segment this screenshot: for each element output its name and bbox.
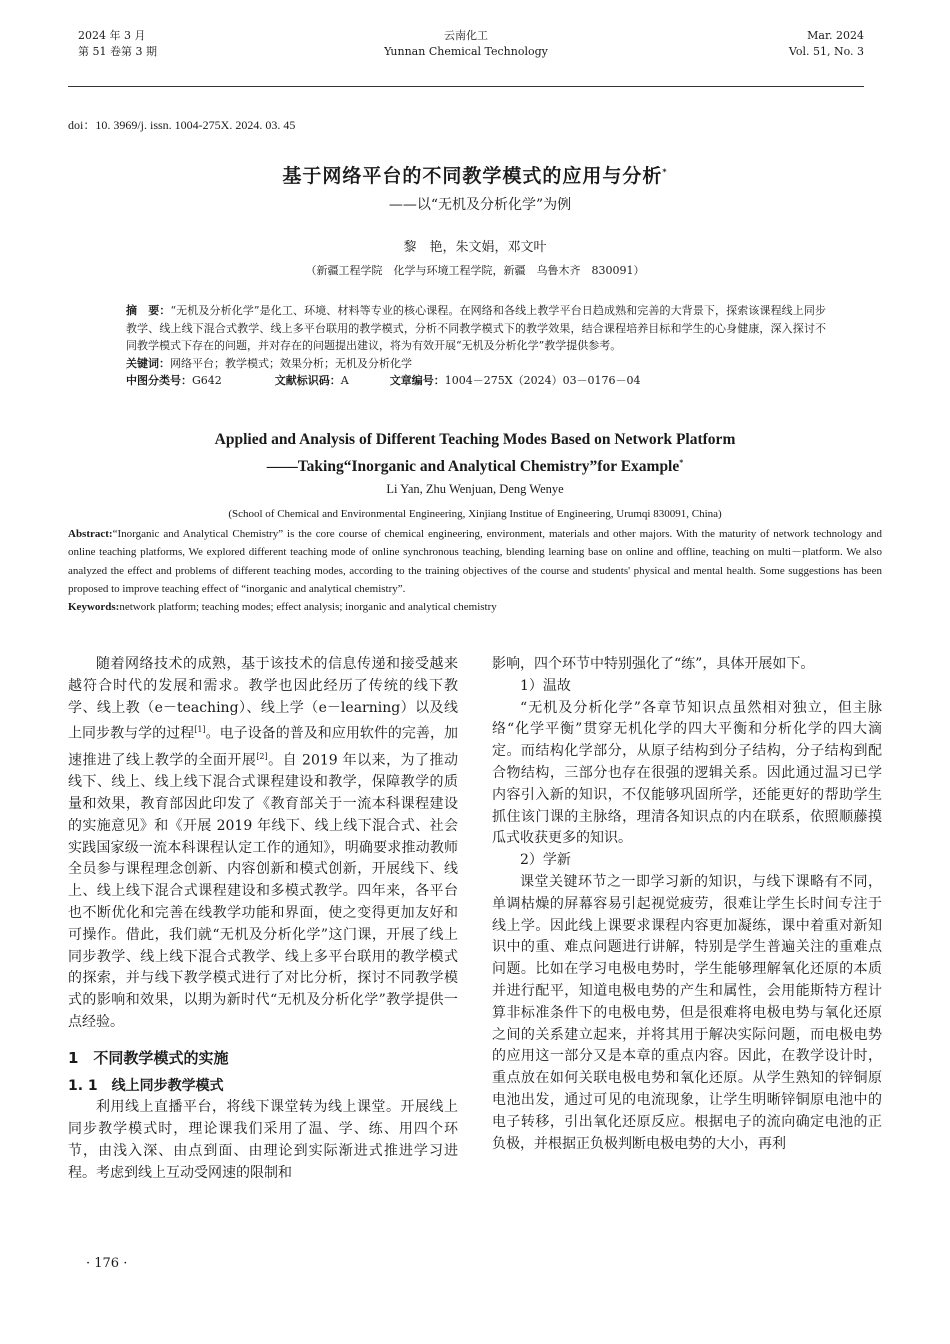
clc-label: 中图分类号： [126, 374, 192, 387]
doi: doi：10. 3969/j. issn. 1004-275X. 2024. 03. 45 [68, 118, 296, 132]
subheading-learn-new: 2）学新 [520, 852, 571, 869]
body-column-left [68, 654, 458, 1185]
journal-name-en: Yunnan Chemical Technology [384, 45, 548, 58]
keywords-cn-label: 关键词： [126, 356, 170, 370]
title-en-line1: Applied and Analysis of Different Teaching Modes Based on Network Platform [214, 431, 736, 448]
abstract-cn-body [126, 302, 826, 355]
title-cn-text: 基于网络平台的不同教学模式的应用与分析 [282, 165, 663, 187]
keywords-cn-text: 网络平台；教学模式；效果分析；无机及分析化学 [170, 356, 412, 370]
title-en-line2: ——Taking“Inorganic and Analytical Chemistry”for Example [266, 458, 680, 476]
doc-code-label: 文献标识码： [274, 374, 341, 387]
keywords-en-label: Keywords: [68, 601, 120, 614]
article-number-value: 1004－275X（2024）03－0176－04 [444, 374, 641, 387]
paragraph-review: “无机及分析化学”各章节知识点虽然相对独立，但主脉络“化学平衡”贯穿无机化学的四大平衡和分析化学的四大滴定。而结构化学部分，从原子结构到分子结构，分子结构到配合物结构，三部分也存在很强的逻辑关系。因此通过温习已学内容引入新的知识，不仅能够巩固所学，还能更好的帮助学生抓住该门课的主脉络，理清各知识点的内在联系，依照顺藤摸瓜式收获更多的知识。 [492, 699, 882, 847]
title-cn [0, 161, 950, 188]
title-en-footnote-mark: * [679, 458, 684, 467]
abstract-en-body [68, 525, 882, 598]
abstract-cn [126, 302, 826, 390]
paragraph-continued: 影响，四个环节中特别强化了“练”，具体开展如下。 [492, 656, 815, 672]
authors-cn: 黎 艳，朱文娟，邓文叶 [403, 240, 547, 255]
abstract-en [68, 525, 882, 616]
affiliation-en: (School of Chemical and Environmental Engineering, Xinjiang Institue of Engineering, Urumqi 830091, China) [228, 508, 722, 520]
section-heading-1-1: 1. 1 线上同步教学模式 [68, 1077, 224, 1094]
abstract-cn-text: “无机及分析化学”是化工、环境、材料等专业的核心课程。在网络和各线上教学平台日趋成熟和完善的大背景下，探索该课程线上同步教学、线上线下混合式教学、线上多平台联用的教学模式，分析不同教学模式下的教学效果，结合课程培养目标和学生的心身健康，深入探讨不同教学模式下存在的问题，并对存在的问题提出建议，将为有效开展“无机及分析化学”教学提供参考。 [126, 304, 827, 352]
citation-1: [1] [194, 725, 206, 735]
abstract-en-label: Abstract: [68, 528, 113, 540]
affiliation-cn: （新疆工程学院 化学与环境工程学院，新疆 乌鲁木齐 830091） [305, 264, 645, 277]
intro-text-1: 随着网络技术的成熟，基于该技术的信息传递和接受越来越符合时代的发展和需求。教学也因此经历了传统的线下教学、线上教（e－teaching）、线上学（e－learning）以及线上同步教与学的过程 [68, 656, 458, 743]
header-issue-en [789, 28, 864, 60]
title-footnote-mark: * [662, 167, 668, 177]
header-date-en: Mar. 2024 [807, 29, 864, 42]
section-heading-1: 1 不同教学模式的实施 [68, 1048, 229, 1067]
header-volume-en: Vol. 51, No. 3 [788, 45, 864, 58]
journal-name-cn: 云南化工 [444, 29, 488, 42]
subtitle-cn: ——以“无机及分析化学”为例 [388, 197, 572, 213]
running-header [68, 28, 864, 87]
keywords-cn [126, 355, 826, 373]
intro-text-3: 。自 2019 年以来，为了推动线下、线上、线上线下混合式课程建设和教学，保障教学的质量和效果，教育部因此印发了《教育部关于一流本科课程建设的实施意见》和《开展 2019 年线下、线上线下混合式、社会实践国家级一流本科课程认定工作的通知》，明确要求推动教师全员参与课程理念创新、内容创新和模式创新，开展线下、线上、线上线下混合式课程建设和多模式教学。四年来，各平台也不断优化和完善在线教学功能和界面，使之变得更加友好和可操作。借此，我们就“无机及分析化学”这门课，开展了线上同步教学、线上线下混合式教学、线上多平台联用的教学模式的探索，并与线下教学模式进行了对比分析，探讨不同教学模式的影响和效果，以期为新时代“无机及分析化学”教学提供一点经验。 [68, 752, 459, 1031]
page-number: · 176 · [86, 1256, 128, 1271]
intro-text-2: 。电子设备的普及和应用软件的完善，加速推进了线上教学的全面开展 [68, 726, 458, 769]
doc-code-value: A [340, 374, 349, 387]
body-column-right [492, 654, 882, 1155]
title-en-line2-wrap [0, 451, 950, 478]
abstract-en-text: “Inorganic and Analytical Chemistry” is the core course of chemical engineering, environment, materials and other majors. With the maturity of network technology and online teaching platforms, We explored different teaching mode of online synchronous teaching, blending learning base on online and offline, teaching on multi－platform. We also analyzed the effect and problems of different teaching modes, according to the training objectives of the course and students' physical and mental health. Some suggestions has been proposed to improve teaching effect of “inorganic and analytical chemistry”. [68, 528, 882, 595]
abstract-cn-label: 摘 要： [126, 304, 171, 317]
keywords-en [68, 598, 882, 616]
header-date-cn: 2024 年 3 月 [78, 29, 146, 42]
paragraph-learn-new: 课堂关键环节之一即学习新的知识，与线下课略有不同，单调枯燥的屏幕容易引起视觉疲劳，很难让学生长时间专注于线上学。因此线上课要求课程内容更加凝练，课中着重对新知识中的重、难点问题进行讲解，特别是学生普遍关注的重难点问题。比如在学习电极电势时，学生能够理解氧化还原的本质并进行配平，知道电极电势的产生和属性，会用能斯特方程计算非标准条件下的电极电势，但是很难将电极电势与氧化还原之间的关系建立起来，并将其用于解决实际问题，而电极电势的应用这一部分又是本章的重点内容。因此，在教学设计时，重点放在如何关联电极电势和氧化还原。从学生熟知的锌铜原电池出发，通过可见的电流现象，让学生明晰锌铜原电池中的电子转移，引出氧化还原反应。根据电子的流向确定电池的正负极，并根据正负极判断电极电势的大小，再利 [492, 873, 882, 1152]
paragraph-1-1: 利用线上直播平台，将线下课堂转为线上课堂。开展线上同步教学模式时，理论课我们采用了温、学、练、用四个环节，由浅入深、由点到面、由理论到实际渐进式推进学习进程。考虑到线上互动受网速的限制和 [68, 1099, 458, 1181]
header-journal [68, 28, 864, 60]
keywords-en-text: network platform; teaching modes; effect analysis; inorganic and analytical chemistry [119, 601, 497, 614]
intro-paragraph [68, 654, 458, 1034]
subheading-review: 1）温故 [520, 677, 571, 694]
classification-line [126, 372, 826, 390]
title-en [0, 428, 950, 478]
citation-2: [2] [256, 751, 268, 761]
header-volume-cn: 第 51 卷第 3 期 [78, 45, 157, 58]
clc-value: G642 [192, 374, 222, 387]
authors-en: Li Yan, Zhu Wenjuan, Deng Wenye [386, 482, 564, 496]
article-number-label: 文章编号： [389, 374, 445, 387]
